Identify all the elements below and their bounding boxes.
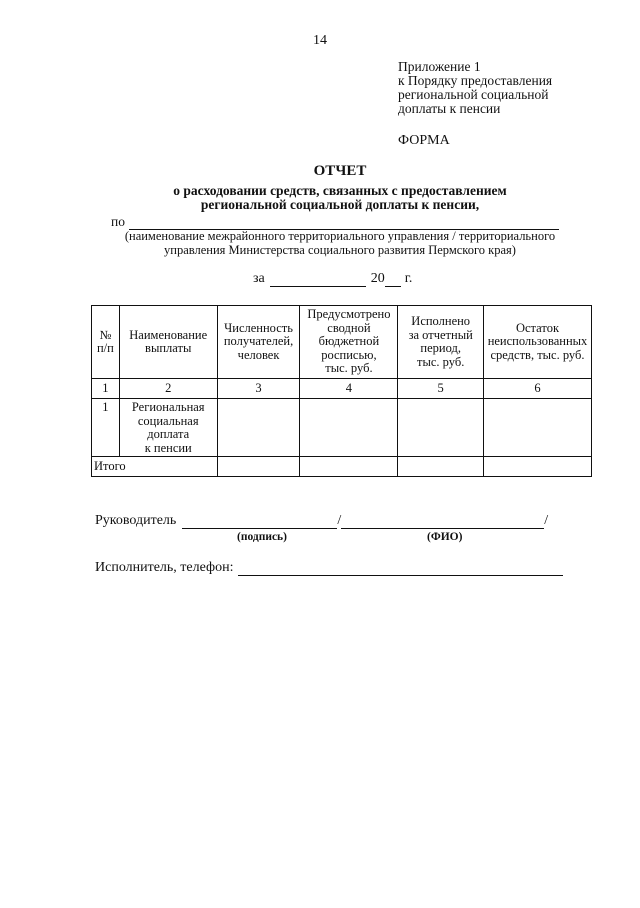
empty-cell xyxy=(300,399,398,457)
column-number-cell: 6 xyxy=(484,379,592,399)
signature-row xyxy=(95,513,548,529)
period-blank-line xyxy=(270,273,366,287)
empty-cell xyxy=(484,457,592,477)
subtitle-line: региональной социальной доплаты к пенсии, xyxy=(200,197,480,212)
period-row xyxy=(253,271,412,287)
empty-cell xyxy=(398,457,484,477)
total-row xyxy=(92,457,592,477)
organization-caption xyxy=(0,229,640,257)
empty-cell xyxy=(398,399,484,457)
appendix-block xyxy=(398,60,552,116)
column-number-cell: 1 xyxy=(92,379,120,399)
empty-cell xyxy=(217,399,300,457)
column-number-cell: 4 xyxy=(300,379,398,399)
year-prefix: 20 xyxy=(370,271,385,286)
empty-cell xyxy=(484,399,592,457)
executor-label: Исполнитель, телефон: xyxy=(95,560,234,575)
signature-caption: (подпись) xyxy=(237,531,287,543)
report-subtitle xyxy=(0,184,640,212)
header-cell-remainder: Остаток неиспользованных средств, тыс. руб. xyxy=(484,306,592,379)
head-label: Руководитель xyxy=(95,513,177,528)
slash: / xyxy=(544,513,549,528)
column-number-cell: 5 xyxy=(398,379,484,399)
caption-line: управления Министерства социального развития Пермского края) xyxy=(164,243,516,257)
column-number-cell: 3 xyxy=(217,379,300,399)
form-label: ФОРМА xyxy=(398,133,450,148)
executor-blank-line xyxy=(238,562,563,576)
column-number-cell: 2 xyxy=(119,379,217,399)
row-name-cell: Региональная социальная доплата к пенсии xyxy=(119,399,217,457)
empty-cell xyxy=(217,457,300,477)
row-number-cell: 1 xyxy=(92,399,120,457)
period-prefix: за xyxy=(253,271,265,286)
signature-blank-line xyxy=(182,515,337,529)
year-suffix: г. xyxy=(404,271,413,286)
fio-blank-line xyxy=(341,515,544,529)
report-table xyxy=(91,305,592,477)
organization-blank-line xyxy=(129,216,559,230)
header-cell-executed: Исполнено за отчетный период, тыс. руб. xyxy=(398,306,484,379)
appendix-line: Приложение 1 xyxy=(398,59,481,74)
table-header-row xyxy=(92,306,592,379)
appendix-line: к Порядку предоставления xyxy=(398,73,553,88)
empty-cell xyxy=(300,457,398,477)
organization-row xyxy=(111,214,559,230)
executor-row xyxy=(95,560,563,576)
po-label: по xyxy=(111,214,125,229)
appendix-line: доплаты к пенсии xyxy=(398,101,501,116)
appendix-line: региональной социальной xyxy=(398,87,549,102)
column-number-row xyxy=(92,379,592,399)
page-number: 14 xyxy=(313,33,327,48)
slash: / xyxy=(337,513,342,528)
total-label-cell: Итого xyxy=(92,457,218,477)
caption-line: (наименование межрайонного территориального управления / территориального xyxy=(124,229,556,243)
header-cell-recipients: Численность получателей, человек xyxy=(217,306,300,379)
header-cell-name: Наименование выплаты xyxy=(119,306,217,379)
report-title: ОТЧЕТ xyxy=(313,163,367,179)
year-blank-line xyxy=(385,273,401,287)
table-row xyxy=(92,399,592,457)
header-cell-number: № п/п xyxy=(92,306,120,379)
subtitle-line: о расходовании средств, связанных с предоставлением xyxy=(173,183,507,198)
header-cell-budget: Предусмотрено сводной бюджетной росписью, тыс. руб. xyxy=(300,306,398,379)
fio-caption: (ФИО) xyxy=(427,531,463,543)
